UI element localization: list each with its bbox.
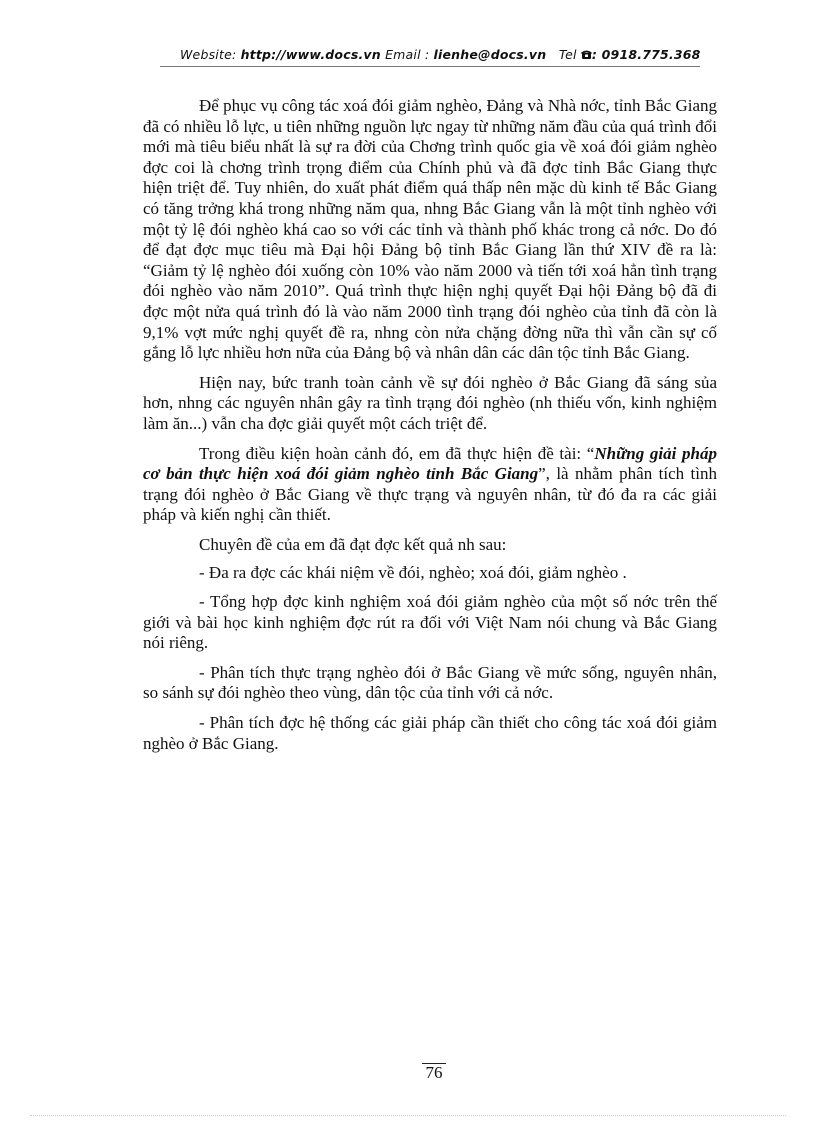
email-link[interactable]: lienhe@docs.vn	[433, 47, 547, 62]
document-body	[143, 96, 717, 754]
topic-trail-text: ”, là nhằm phân tích tình trạng đói nghèo ở Bắc Giang về thực trạng và nguyên nhân, từ đó đa ra các giải pháp và kiến nghị cần thiết.	[143, 464, 717, 525]
paragraph-topic	[143, 444, 717, 526]
result-item-3: - Phân tích thực trạng nghèo đói ở Bắc Giang về mức sống, nguyên nhân, so sánh sự đói nghèo theo vùng, dân tộc của tỉnh với cả nớc.	[143, 662, 717, 703]
result-item-4: - Phân tích đợc hệ thống các giải pháp cần thiết cho công tác xoá đói giảm nghèo ở Bắc Giang.	[143, 713, 717, 753]
paragraph-intro: Để phục vụ công tác xoá đói giảm nghèo, Đảng và Nhà nớc, tỉnh Bắc Giang đã có nhiều lỗ lực, u tiên những nguồn lực ngay từ những năm đầu của quá trình đổi mới mà tiêu biểu nhất là sự ra đời của Chơng trình quốc gia về xoá đói giảm nghèo đợc coi là chơng trình trọng điểm của Chính phủ và đã đợc tỉnh Bắc Giang thực hiện triệt để. Tuy nhiên, do xuất phát điểm quá thấp nên mặc dù kinh tế Bắc Giang có tăng trởng khá trong những năm qua, nhng Bắc Giang vẫn là một tỉnh nghèo với một tỷ lệ đói nghèo khá cao so với các tỉnh và thành phố khác trong cả nớc. Do đó để đạt đợc mục tiêu mà Đại hội Đảng bộ tỉnh Bắc Giang lần thứ XIV đề ra là: “Giảm tỷ lệ nghèo đói xuống còn 10% vào năm 2000 và tiến tới xoá hẳn tình trạng đói nghèo vào năm 2010”. Quá trình thực hiện nghị quyết Đại hội Đảng bộ đã đi đợc một nửa quá trình đó là vào năm 2000 tình trạng đói nghèo của tỉnh đã còn là 9,1% vợt mức nghị quyết đề ra, nhng còn nửa chặng đờng nữa thì vẫn cần sự cố gắng lỗ lực nhiều hơn nữa của Đảng bộ và nhân dân các dân tộc tỉnh Bắc Giang.	[143, 96, 717, 363]
topic-title: Những giải pháp cơ bản thực hiện xoá đói giảm nghèo tỉnh Bắc Giang	[143, 443, 717, 484]
header-divider	[160, 66, 700, 67]
result-item-1: - Đa ra đợc các khái niệm về đói, nghèo; xoá đói, giảm nghèo .	[199, 563, 627, 583]
footer-divider	[30, 1115, 786, 1116]
paragraph-overview: Hiện nay, bức tranh toàn cảnh về sự đói nghèo ở Bắc Giang đã sáng sủa hơn, nhng các nguyên nhân gây ra tình trạng đói nghèo (nh thiếu vốn, kinh nghiệm làm ăn...) vẫn cha đợc giải quyết một cách triệt để.	[143, 372, 717, 433]
topic-lead-text: Trong điều kiện hoàn cảnh đó, em đã thực hiện đề tài: “	[199, 443, 595, 463]
website-label: Website:	[180, 47, 237, 62]
paragraph-results-intro: Chuyên đề của em đã đạt đợc kết quả nh sau:	[199, 534, 507, 554]
result-item-2: - Tổng hợp đợc kinh nghiệm xoá đói giảm nghèo của một số nớc trên thế giới và bài học kinh nghiệm đợc rút ra đối với Việt Nam nói chung và Bắc Giang nói riêng.	[143, 592, 717, 653]
page-number: 76	[425, 1063, 443, 1082]
website-link[interactable]: http://www.docs.vn	[240, 47, 381, 62]
email-label: Email :	[385, 47, 430, 62]
tel-label: Tel	[558, 47, 577, 62]
tel-number: : 0918.775.368	[591, 47, 701, 62]
page-header	[180, 47, 701, 62]
phone-icon	[581, 47, 592, 62]
